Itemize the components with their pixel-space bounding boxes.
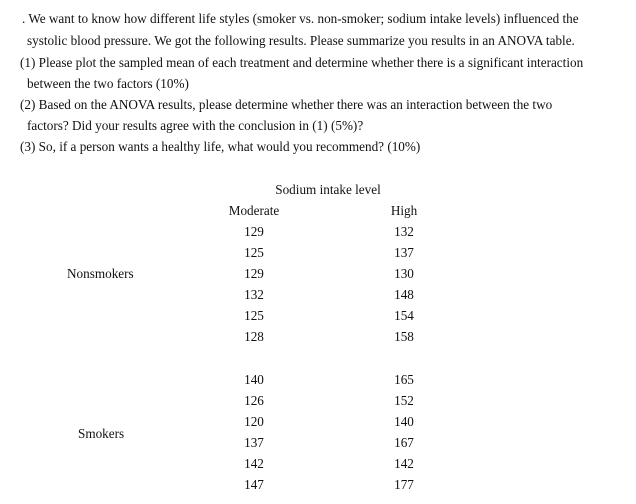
cell-value: 120 [244,414,264,429]
cell-value: 152 [394,393,414,408]
cell-value: 130 [394,266,414,281]
question-line-2: systolic blood pressure. We got the following results. Please summarize you results in an ANOVA table. [27,33,575,48]
question-line-6: factors? Did your results agree with the conclusion in (1) (5%)? [27,118,364,133]
cell-value: 129 [244,224,264,239]
row-label-smokers: Smokers [78,426,125,441]
cell-value: 129 [244,266,264,281]
question-line-4: between the two factors (10%) [27,76,189,91]
cell-value: 158 [394,329,414,344]
cell-value: 126 [244,393,264,408]
column-header-high: High [390,203,418,218]
table-title: Sodium intake level [275,182,381,197]
cell-value: 128 [244,329,264,344]
cell-value: 140 [394,414,414,429]
cell-value: 140 [244,372,264,387]
cell-value: 148 [394,287,414,302]
question-line-1: . We want to know how different life styles (smoker vs. non-smoker; sodium intake levels) influenced the [22,11,579,26]
column-header-moderate: Moderate [228,203,280,218]
question-line-3: (1) Please plot the sampled mean of each treatment and determine whether there is a significant interaction [20,55,584,70]
cell-value: 165 [394,372,414,387]
cell-value: 142 [394,456,414,471]
cell-value: 125 [244,245,264,260]
question-line-5: (2) Based on the ANOVA results, please determine whether there was an interaction between the two [20,97,553,112]
row-label-nonsmokers: Nonsmokers [67,266,134,281]
cell-value: 177 [394,477,414,492]
cell-value: 132 [394,224,414,239]
cell-value: 147 [244,477,264,492]
cell-value: 154 [394,308,414,323]
cell-value: 137 [244,435,264,450]
cell-value: 125 [244,308,264,323]
question-line-7: (3) So, if a person wants a healthy life, what would you recommend? (10%) [20,139,421,154]
cell-value: 132 [244,287,264,302]
cell-value: 142 [244,456,264,471]
cell-value: 167 [394,435,414,450]
cell-value: 137 [394,245,414,260]
